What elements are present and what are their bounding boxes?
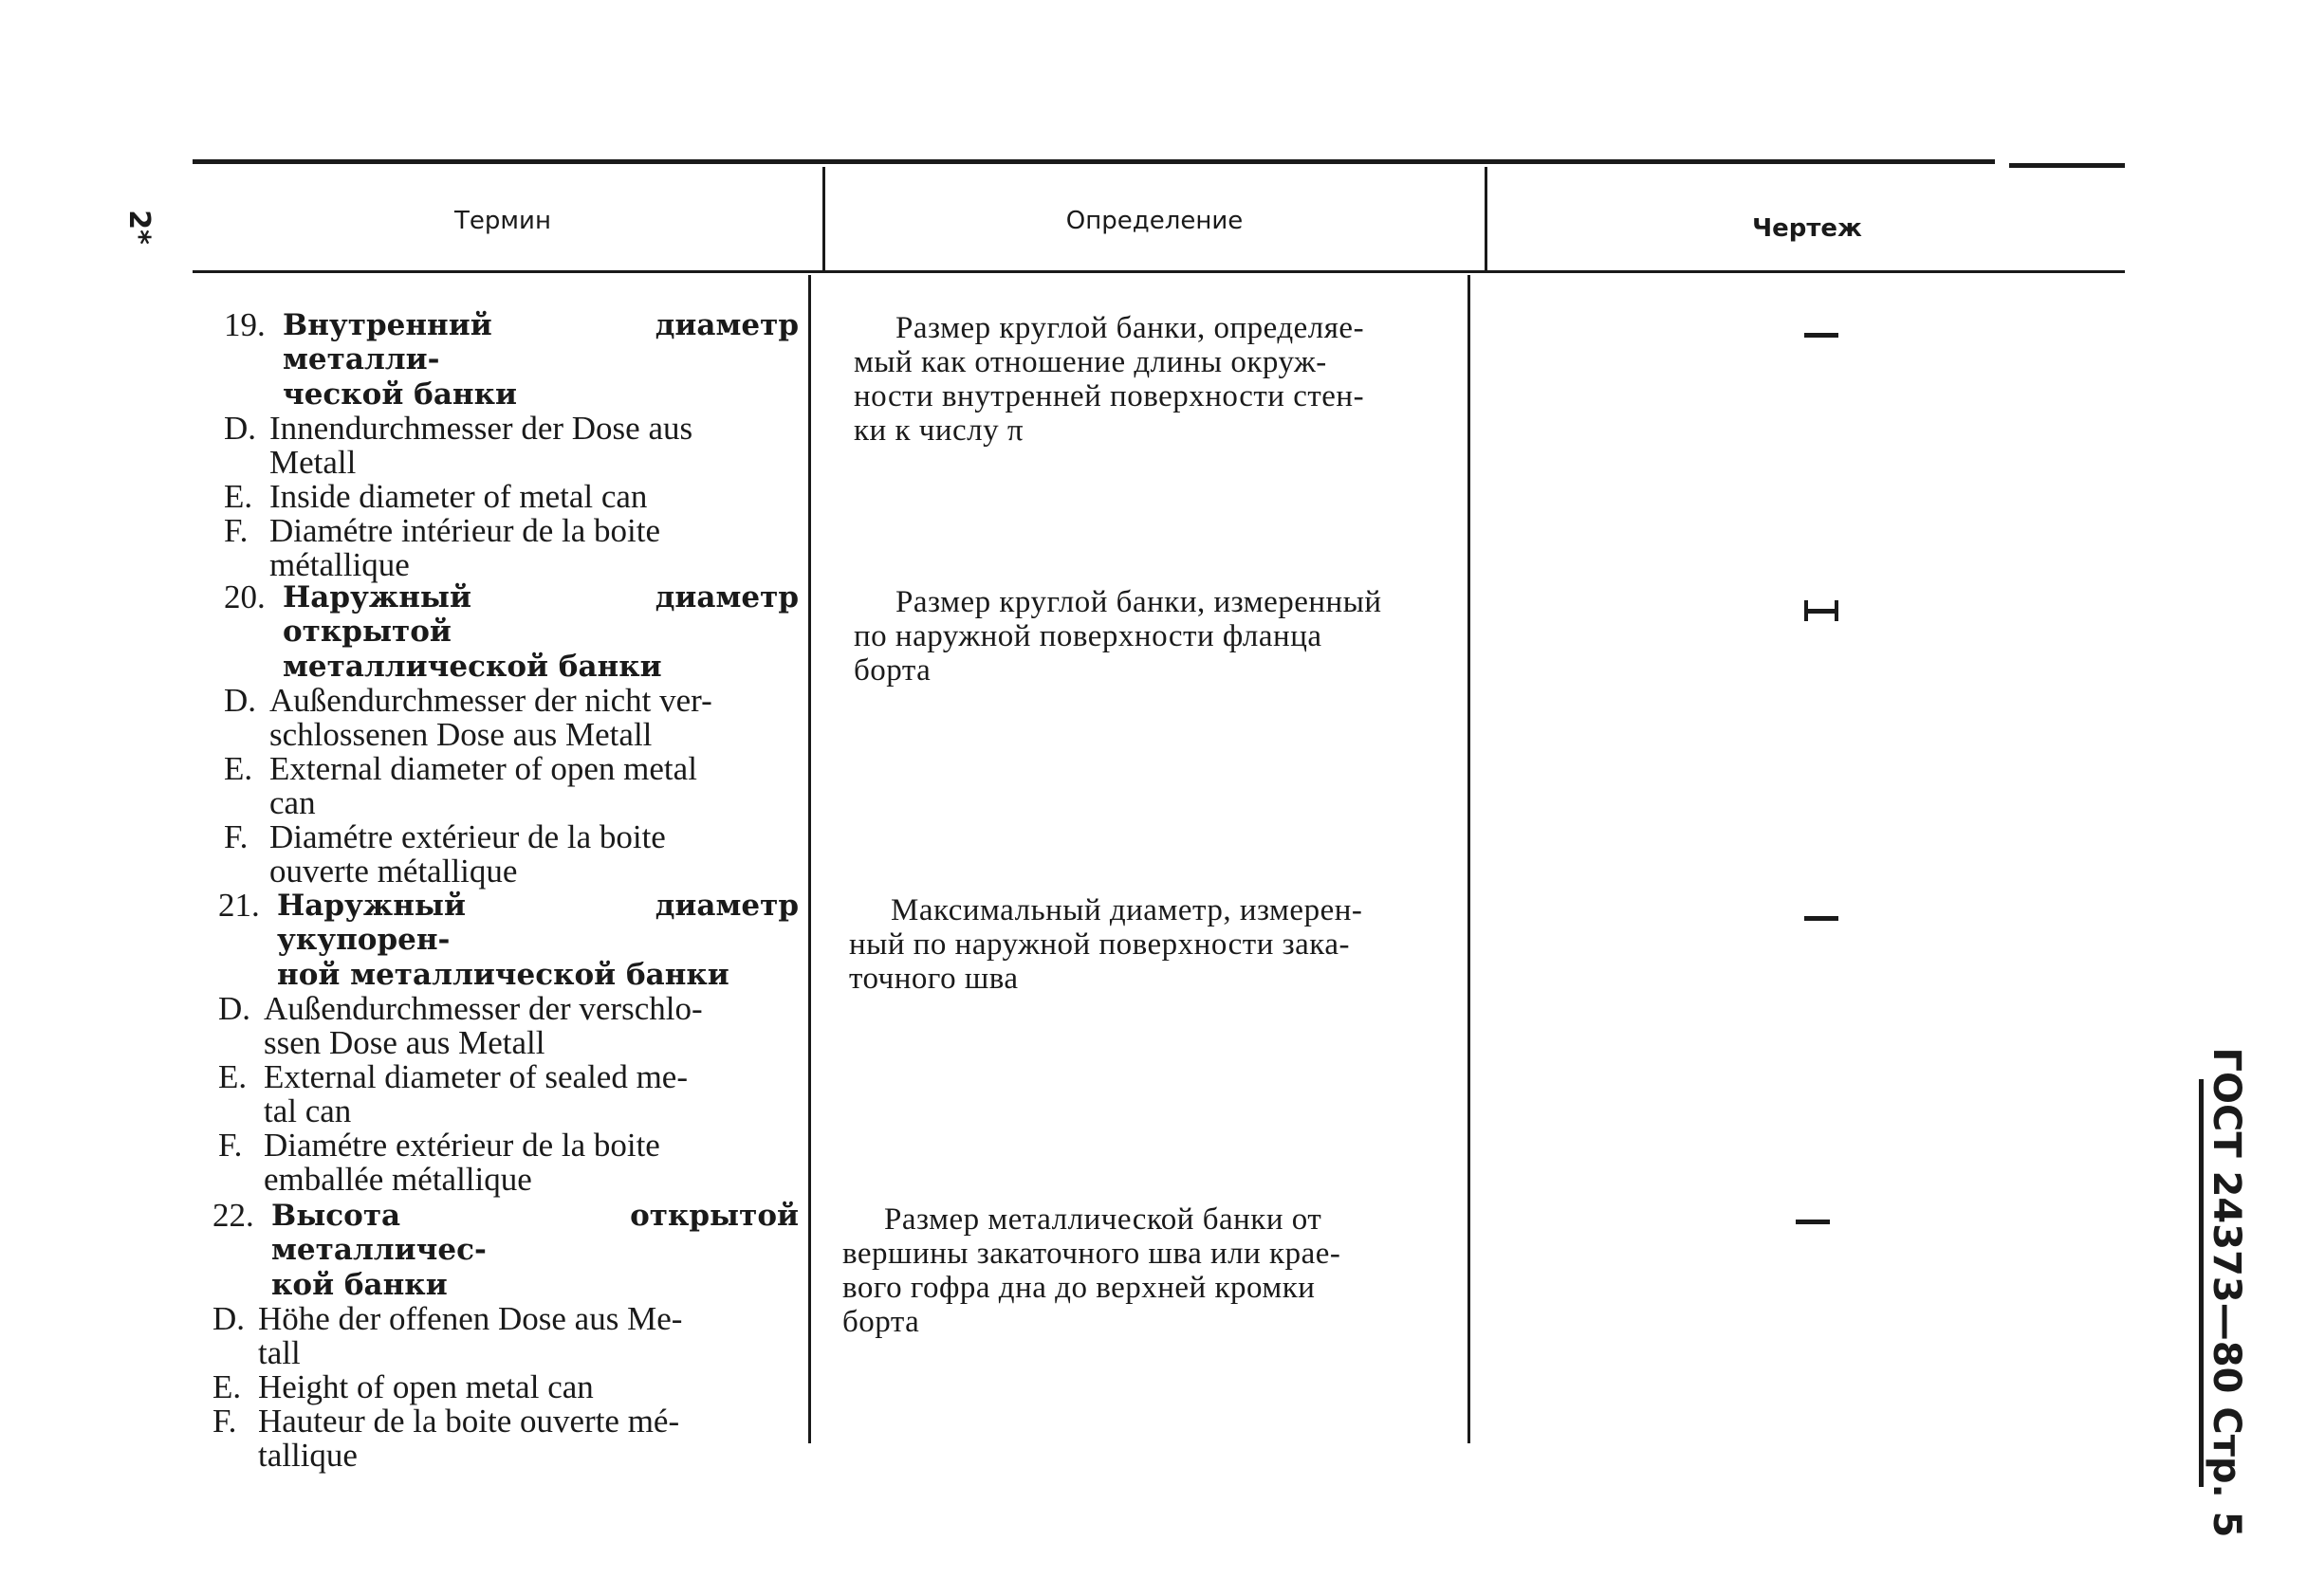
definition-19 bbox=[854, 311, 1461, 448]
term-en: External diameter of sealed me- bbox=[264, 1058, 689, 1095]
table-top-rule bbox=[193, 159, 1995, 164]
page-mark: 2* bbox=[121, 210, 156, 245]
lang-de-label: D. bbox=[224, 410, 257, 447]
lang-fr-label: F. bbox=[224, 818, 249, 855]
term-fr: Hauteur de la boite ouverte mé- bbox=[258, 1403, 680, 1440]
definition-line: борта bbox=[854, 653, 932, 688]
drawing-dash-19 bbox=[1804, 333, 1838, 338]
definition-line: ности внутренней поверхности стен- bbox=[854, 379, 1365, 413]
drawing-dash-22 bbox=[1796, 1220, 1830, 1224]
lang-fr-label: F. bbox=[212, 1403, 237, 1440]
definition-line: Максимальный диаметр, измерен- bbox=[891, 893, 1363, 927]
definition-line: по наружной поверхности фланца bbox=[854, 619, 1322, 653]
lang-en-label: E. bbox=[224, 750, 253, 787]
term-ru: Высота открытой металличес- bbox=[271, 1199, 799, 1267]
term-de: Außendurchmesser der nicht ver- bbox=[269, 682, 712, 719]
term-fr: tallique bbox=[258, 1437, 358, 1474]
definition-line: Размер металлической банки от bbox=[884, 1202, 1322, 1237]
definition-line: точного шва bbox=[849, 962, 1019, 996]
lang-de-label: D. bbox=[224, 682, 257, 719]
term-fr: Diamétre extérieur de la boite bbox=[264, 1127, 660, 1164]
body-divider-term bbox=[808, 275, 811, 1443]
term-fr: Diamétre extérieur de la boite bbox=[269, 818, 666, 855]
term-de: Innendurchmesser der Dose aus bbox=[269, 410, 693, 447]
definition-line: ный по наружной поверхности зака- bbox=[849, 927, 1350, 962]
definition-22 bbox=[842, 1202, 1454, 1339]
lang-en-label: E. bbox=[212, 1368, 242, 1405]
term-en: External diameter of open metal bbox=[269, 750, 697, 787]
term-entry-20 bbox=[224, 580, 799, 889]
body-divider-definition bbox=[1467, 275, 1470, 1443]
column-divider-term bbox=[822, 167, 825, 271]
term-entry-22 bbox=[212, 1199, 799, 1473]
definition-line: Размер круглой банки, измеренный bbox=[895, 585, 1382, 619]
definition-line: борта bbox=[842, 1305, 920, 1339]
table-top-rule-right bbox=[2009, 163, 2125, 168]
term-en: Height of open metal can bbox=[258, 1368, 594, 1405]
definition-21 bbox=[849, 893, 1456, 996]
term-ru: Внутренний диаметр металли- bbox=[283, 308, 799, 376]
lang-de-label: D. bbox=[218, 990, 251, 1027]
term-fr: Diamétre intérieur de la boite bbox=[269, 512, 661, 549]
term-ru: кой банки bbox=[271, 1268, 448, 1302]
term-de: schlossenen Dose aus Metall bbox=[269, 716, 653, 753]
term-fr: métallique bbox=[269, 546, 410, 583]
header-bottom-rule bbox=[193, 270, 2125, 273]
term-entry-21 bbox=[218, 889, 799, 1197]
term-en: tal can bbox=[264, 1092, 352, 1129]
definition-line: мый как отношение длины окруж- bbox=[854, 345, 1327, 379]
term-ru: ной металлической банки bbox=[277, 958, 729, 992]
lang-de-label: D. bbox=[212, 1300, 246, 1337]
term-fr: ouverte métallique bbox=[269, 853, 518, 890]
term-ru: металлической банки bbox=[283, 650, 662, 684]
term-number: 21. bbox=[218, 887, 260, 924]
term-entry-19 bbox=[224, 308, 799, 582]
term-number: 22. bbox=[212, 1197, 254, 1234]
term-en: can bbox=[269, 784, 316, 821]
lang-fr-label: F. bbox=[218, 1127, 243, 1164]
lang-fr-label: F. bbox=[224, 512, 249, 549]
column-header-term: Термин bbox=[454, 207, 551, 235]
term-fr: emballée métallique bbox=[264, 1161, 532, 1198]
term-ru: Наружный диаметр укупорен- bbox=[277, 889, 799, 957]
definition-line: вого гофра дна до верхней кромки bbox=[842, 1271, 1316, 1305]
term-ru: ческой банки bbox=[283, 377, 517, 412]
definition-line: ки к числу π bbox=[854, 413, 1024, 448]
column-divider-definition bbox=[1485, 167, 1487, 271]
lang-en-label: E. bbox=[218, 1058, 248, 1095]
definition-line: вершины закаточного шва или крае- bbox=[842, 1237, 1341, 1271]
term-de: tall bbox=[258, 1334, 301, 1371]
side-label: ГОСТ 24373—80 Стр. 5 bbox=[2205, 1047, 2248, 1538]
side-label-container bbox=[2199, 1047, 2254, 1538]
definition-20 bbox=[854, 585, 1461, 688]
term-de: Außendurchmesser der verschlo- bbox=[264, 990, 703, 1027]
term-ru: Наружный диаметр открытой bbox=[283, 580, 799, 649]
column-header-drawing: Чертеж bbox=[1752, 214, 1862, 243]
side-label-bar bbox=[2199, 1079, 2204, 1487]
term-de: Höhe der offenen Dose aus Me- bbox=[258, 1300, 683, 1337]
drawing-dash-21 bbox=[1804, 916, 1838, 921]
definition-line: Размер круглой банки, определяе- bbox=[895, 311, 1365, 345]
term-number: 20. bbox=[224, 578, 266, 615]
lang-en-label: E. bbox=[224, 478, 253, 515]
term-number: 19. bbox=[224, 306, 266, 343]
term-en: Inside diameter of metal can bbox=[269, 478, 648, 515]
term-de: ssen Dose aus Metall bbox=[264, 1024, 545, 1061]
term-de: Metall bbox=[269, 444, 357, 481]
column-header-definition: Определение bbox=[1065, 207, 1244, 235]
drawing-dash-20 bbox=[1804, 609, 1838, 614]
